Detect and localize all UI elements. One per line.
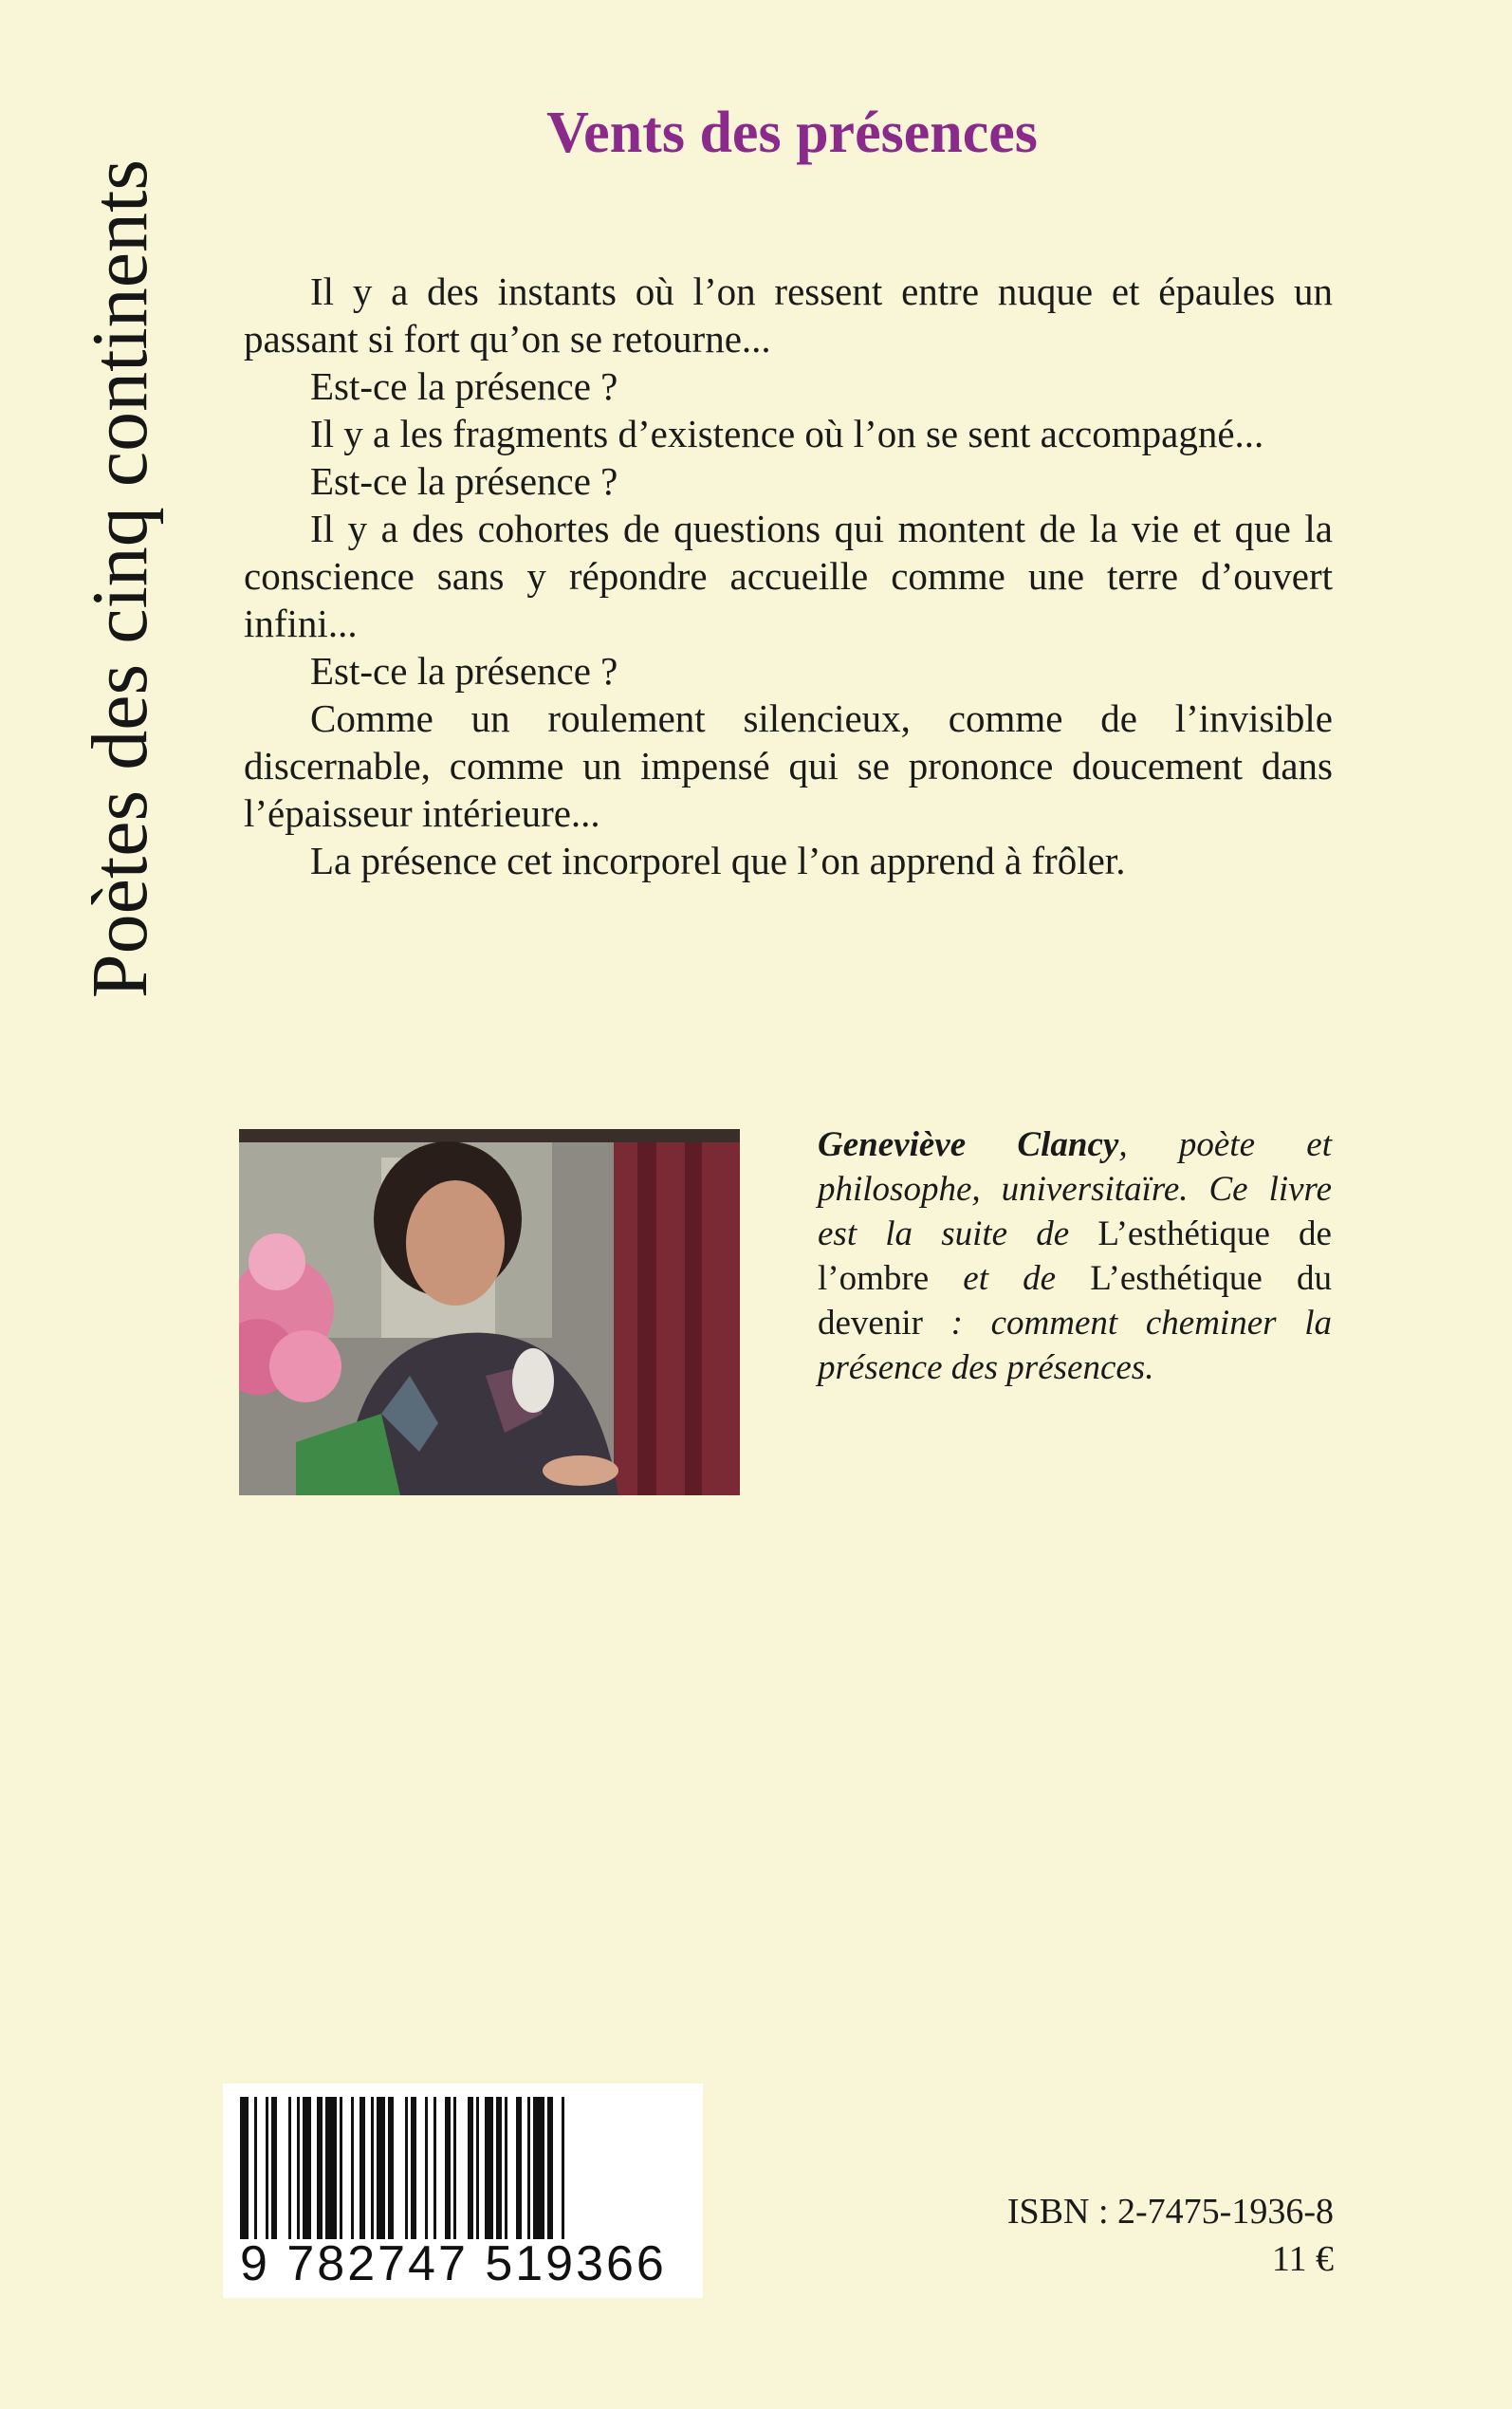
- author-bio: [818, 1122, 1332, 1390]
- barcode-digits: 9 782747 519366: [240, 2236, 667, 2291]
- author-photo: [239, 1129, 740, 1495]
- bio-text: , poète et philosophe, universitaïre. Ce livre est la suite de: [818, 1125, 1333, 1253]
- bio-text: et de: [929, 1259, 1091, 1298]
- paragraph: Est-ce la présence ?: [310, 364, 618, 408]
- back-cover-text: [244, 268, 1333, 884]
- bio-text: : comment cheminer la présence des présences.: [818, 1304, 1332, 1387]
- paragraph: Il y a des cohortes de questions qui montent de la vie et que la conscience sans y répondre accueille comme une terre d’ouvert infini...: [244, 507, 1333, 645]
- book-reference: L’esthétique du devenir: [818, 1259, 1333, 1343]
- paragraph: Comme un roulement silencieux, comme de l’invisible discernable, comme un impensé qui se prononce doucement dans l’épaisseur intérieure...: [244, 696, 1333, 835]
- series-title-spine: Poètes des cinq continents: [76, 158, 164, 999]
- price: 11 €: [1271, 2239, 1334, 2279]
- paragraph: Est-ce la présence ?: [310, 649, 618, 693]
- isbn: ISBN : 2-7475-1936-8: [1006, 2192, 1334, 2232]
- paragraph: Il y a des instants où l’on ressent entre nuque et épaules un passant si fort qu’on se retourne...: [244, 269, 1333, 361]
- barcode: [223, 2084, 703, 2298]
- book-title: Vents des présences: [546, 101, 1038, 165]
- author-photo-image: [239, 1129, 740, 1495]
- paragraph: La présence cet incorporel que l’on apprend à frôler.: [310, 839, 1126, 882]
- book-reference: L’esthétique de l’ombre: [818, 1214, 1332, 1298]
- paragraph: Il y a les fragments d’existence où l’on se sent accompagné...: [310, 412, 1264, 455]
- author-name: Geneviève Clancy: [818, 1125, 1119, 1164]
- paragraph: Est-ce la présence ?: [310, 459, 618, 503]
